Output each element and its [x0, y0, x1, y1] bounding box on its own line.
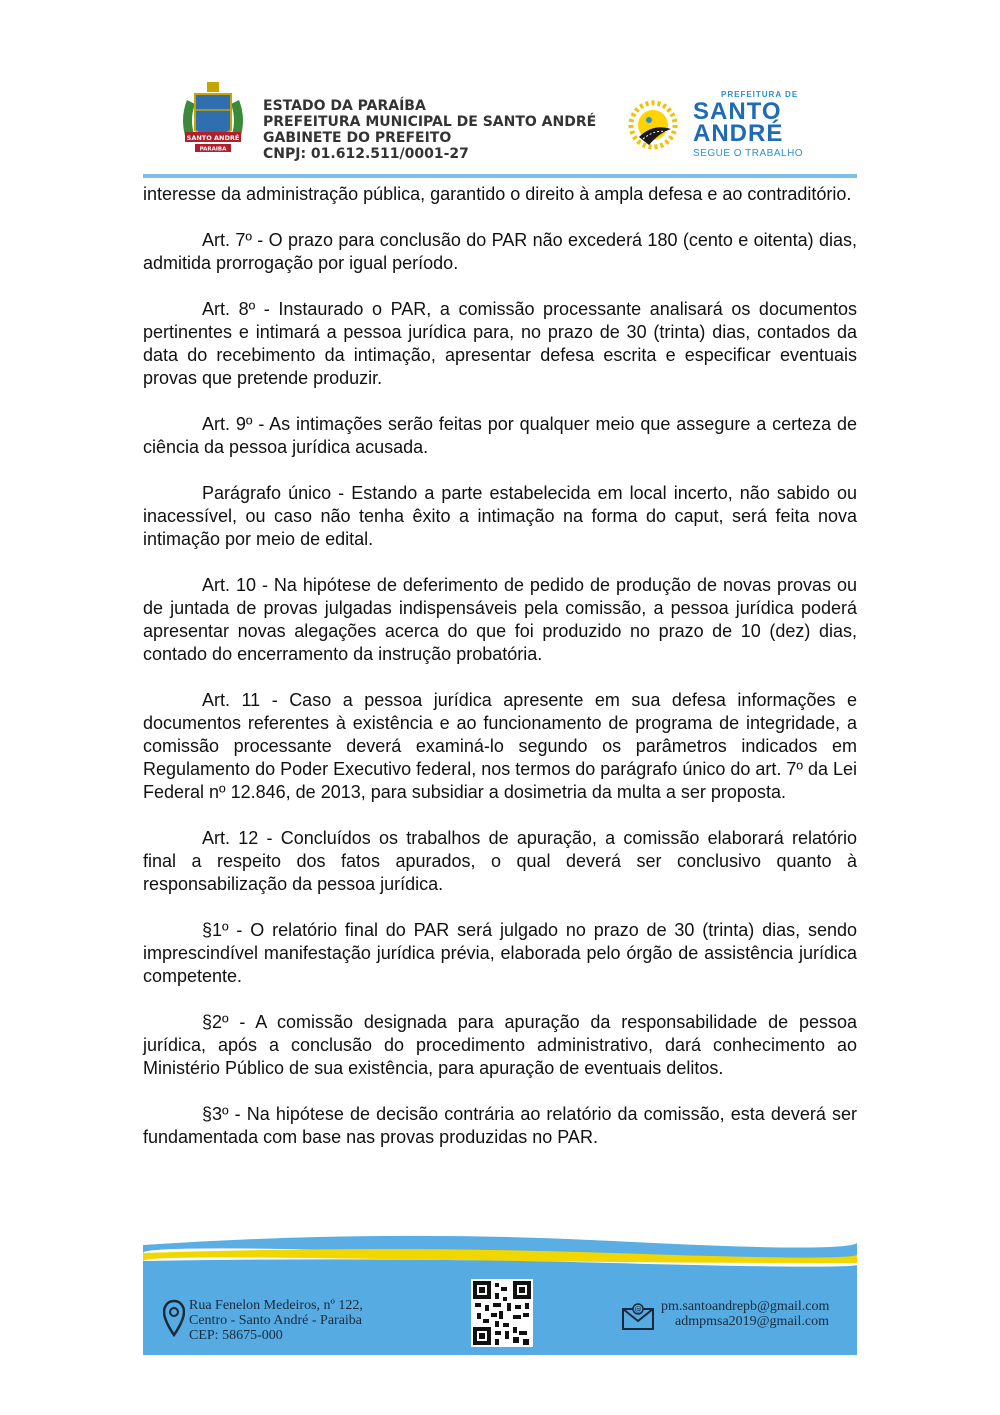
letterhead: [143, 78, 857, 178]
article-11: Art. 11 - Caso a pessoa jurídica apresente em sua defesa informações e documentos referentes à existência e ao funcionamento de programa de integridade, a comissão processante deverá examiná-lo segundo os parâmetros indicados em Regulamento do Poder Executivo federal, nos termos do parágrafo único do art. 7º da Lei Federal nº 12.846, de 2013, para subsidiar a dosimetria da multa a ser proposta.: [143, 690, 858, 802]
article-9-sole-paragraph: Parágrafo único - Estando a parte estabelecida em local incerto, não sabido ou inacessível, ou caso não tenha êxito a intimação na forma do caput, será feita nova intimação por meio de edital.: [143, 483, 857, 549]
address-line: CEP: 58675-000: [189, 1328, 283, 1343]
prefecture-name: PREFEITURA MUNICIPAL DE SANTO ANDRÉ: [263, 114, 597, 130]
address-line: Rua Fenelon Medeiros, nº 122,: [189, 1298, 363, 1313]
article-7: Art. 7º - O prazo para conclusão do PAR não excederá 180 (cento e oitenta) dias, admitida prorrogação por igual período.: [143, 230, 857, 273]
document-body: [143, 183, 857, 1172]
office-name: GABINETE DO PREFEITO: [263, 130, 452, 146]
svg-text:@: @: [634, 1305, 642, 1314]
cnpj: CNPJ: 01.612.511/0001-27: [263, 146, 469, 162]
logo-andre: ANDRÉ: [693, 120, 784, 147]
logo-slogan: SEGUE O TRABALHO: [693, 148, 804, 159]
article-12-par-1: §1º - O relatório final do PAR será julgado no prazo de 30 (trinta) dias, sendo imprescindível manifestação jurídica prévia, elaborada pelo órgão de assistência jurídica competente.: [143, 920, 857, 986]
qr-code-icon: [471, 1279, 533, 1347]
coat-of-arms-icon: [173, 80, 253, 162]
address-line: Centro - Santo André - Paraiba: [189, 1313, 363, 1328]
paragraph-continuation: interesse da administração pública, garantido o direito à ampla defesa e ao contraditório.: [143, 184, 852, 204]
article-9: Art. 9º - As intimações serão feitas por qualquer meio que assegure a certeza de ciência da pessoa jurídica acusada.: [143, 414, 857, 457]
email-list: [661, 1299, 829, 1329]
email-address[interactable]: admpmsa2019@gmail.com: [675, 1314, 830, 1329]
crest-label-bottom: PARAIBA: [199, 146, 227, 153]
article-12: Art. 12 - Concluídos os trabalhos de apuração, a comissão elaborará relatório final a respeito dos fatos apurados, o qual deverá ser conclusivo quanto à responsabilização da pessoa jurídica.: [143, 828, 857, 894]
email-address[interactable]: pm.santoandrepb@gmail.com: [661, 1299, 830, 1314]
letterhead-text: [263, 98, 596, 162]
article-12-par-3: §3º - Na hipótese de decisão contrária ao relatório da comissão, esta deverá ser fundamentada com base nas provas produzidas no PAR.: [143, 1104, 857, 1147]
logo-prefeitura: PREFEITURA DE: [721, 90, 799, 99]
article-8: Art. 8º - Instaurado o PAR, a comissão processante analisará os documentos pertinentes e intimará a pessoa jurídica para, no prazo de 30 (trinta) dias, contados da data do recebimento da intimação, apresentar defesa escrita e especificar eventuais provas que pretende produzir.: [143, 299, 857, 388]
state-name: ESTADO DA PARAÍBA: [263, 98, 426, 114]
email-icon: [621, 1303, 655, 1331]
crest-label-top: SANTO ANDRÉ: [186, 134, 240, 142]
article-10: Art. 10 - Na hipótese de deferimento de pedido de produção de novas provas ou de juntada de provas julgadas indispensáveis pela comissão, a pessoa jurídica poderá apresentar novas alegações acerca do que foi produzido no prazo de 10 (dez) dias, contado do encerramento da instrução probatória.: [143, 575, 857, 664]
logo-santo: SANTO: [693, 98, 782, 125]
footer: [143, 1233, 857, 1355]
address: [189, 1298, 363, 1343]
header-divider: [143, 174, 857, 178]
location-pin-icon: [163, 1299, 185, 1337]
article-12-par-2: §2º - A comissão designada para apuração da responsabilidade de pessoa jurídica, após a conclusão do procedimento administrativo, dará conhecimento ao Ministério Público de sua existência, para apuração de eventuais delitos.: [143, 1012, 857, 1078]
